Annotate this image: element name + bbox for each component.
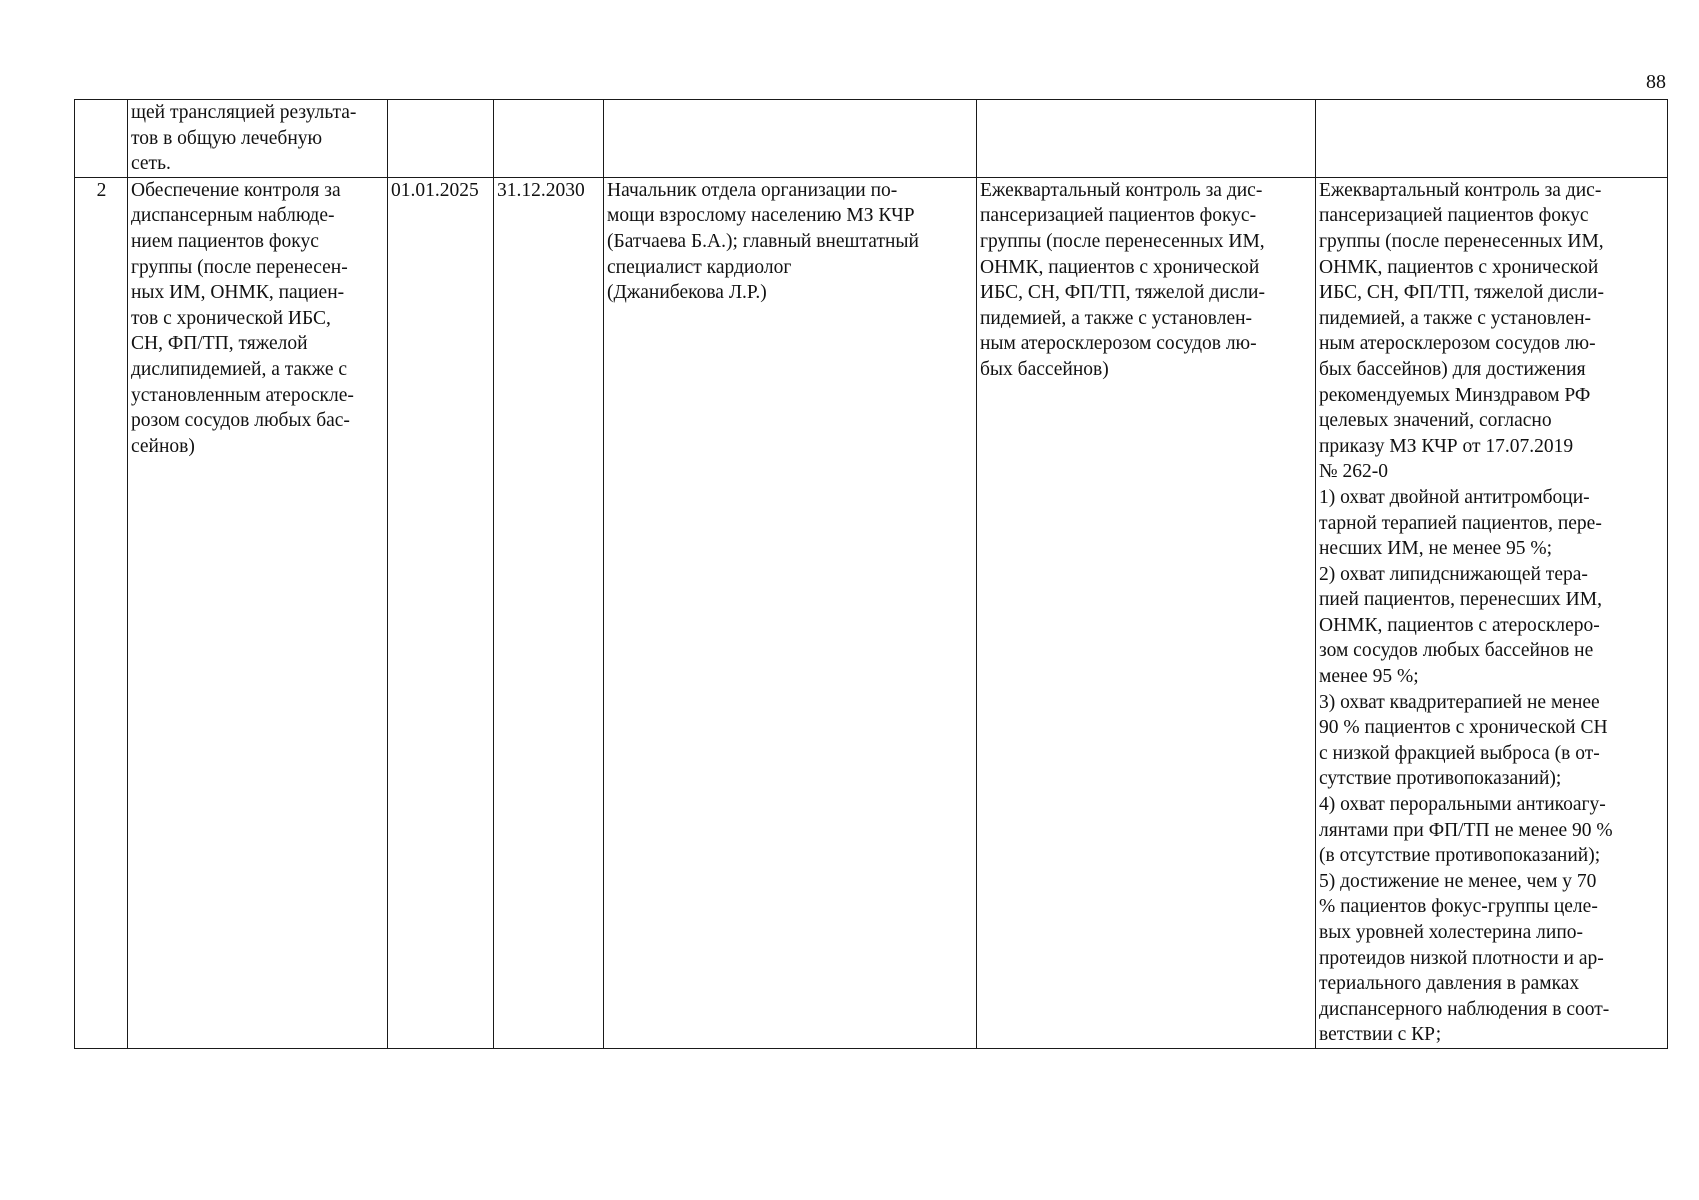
cell-end-date: 31.12.2030 (494, 177, 604, 1048)
result-line: Ежеквартальный контроль за дис- (1319, 179, 1602, 201)
cell-result (1316, 100, 1668, 178)
result-line: пансеризацией пациентов фокус (1319, 205, 1589, 227)
result-line: ветствии с КР; (1319, 1024, 1442, 1046)
result-line: 1) охват двойной антитромбоци- (1319, 486, 1590, 508)
event-line: установленным атероскле- (131, 384, 354, 406)
characteristic-line: пансеризацией пациентов фокус- (980, 205, 1257, 227)
result-line: ОНМК, пациентов с хронической (1319, 256, 1599, 278)
result-line: 5) достижение не менее, чем у 70 (1319, 870, 1597, 892)
result-line: ным атеросклерозом сосудов лю- (1319, 333, 1596, 355)
characteristic-line: ОНМК, пациентов с хронической (980, 256, 1260, 278)
event-line: Обеспечение контроля за (131, 179, 341, 201)
characteristic-line: ным атеросклерозом сосудов лю- (980, 333, 1257, 355)
event-line: дислипидемией, а также с (131, 358, 348, 380)
event-line: розом сосудов любых бас- (131, 410, 350, 432)
cell-characteristic (977, 100, 1316, 178)
result-line: 3) охват квадритерапией не менее (1319, 691, 1600, 713)
responsible-line: специалист кардиолог (607, 256, 792, 278)
event-line: сеть. (131, 153, 171, 175)
event-line: группы (после перенесен- (131, 256, 348, 278)
responsible-line: (Батчаева Б.А.); главный внештатный (607, 230, 919, 252)
event-line: тов с хронической ИБС, (131, 307, 331, 329)
result-line: ОНМК, пациентов с атеросклеро- (1319, 614, 1600, 636)
characteristic-line: группы (после перенесенных ИМ, (980, 230, 1265, 252)
event-line: тов в общую лечебную (131, 127, 323, 149)
page-number: 88 (1646, 71, 1666, 93)
result-line: № 262-0 (1319, 461, 1388, 483)
event-line: щей трансляцией результа- (131, 102, 357, 123)
result-line: менее 95 %; (1319, 666, 1419, 688)
result-line: рекомендуемых Минздравом РФ (1319, 384, 1591, 406)
result-line: пидемией, а также с установлен- (1319, 307, 1592, 329)
result-line: сутствие противопоказаний); (1319, 768, 1562, 790)
table-row-continuation (75, 100, 1668, 178)
result-line: тарной терапией пациентов, пере- (1319, 512, 1602, 534)
result-line: протеидов низкой плотности и ар- (1319, 947, 1604, 969)
result-line: с низкой фракцией выброса (в от- (1319, 742, 1600, 764)
measures-table (74, 99, 1668, 1049)
result-line: целевых значений, согласно (1319, 410, 1552, 432)
responsible-line: мощи взрослому населению МЗ КЧР (607, 205, 915, 227)
result-line: пией пациентов, перенесших ИМ, (1319, 589, 1602, 611)
result-line: ИБС, СН, ФП/ТП, тяжелой дисли- (1319, 282, 1604, 304)
cell-result (1316, 177, 1668, 1048)
result-line: % пациентов фокус-группы целе- (1319, 896, 1598, 918)
cell-responsible (604, 100, 977, 178)
characteristic-line: пидемией, а также с установлен- (980, 307, 1253, 329)
cell-characteristic (977, 177, 1316, 1048)
characteristic-line: бых бассейнов) (980, 358, 1109, 380)
result-line: приказу МЗ КЧР от 17.07.2019 (1319, 435, 1574, 457)
event-line: ных ИМ, ОНМК, пациен- (131, 282, 345, 304)
cell-number: 2 (75, 177, 128, 1048)
table-row-2 (75, 177, 1668, 1048)
result-line: 4) охват пероральными антикоагу- (1319, 794, 1606, 816)
event-line: диспансерным наблюде- (131, 205, 335, 227)
result-line: 2) охват липидснижающей тера- (1319, 563, 1588, 585)
cell-event (128, 100, 388, 178)
characteristic-line: ИБС, СН, ФП/ТП, тяжелой дисли- (980, 282, 1265, 304)
characteristic-line: Ежеквартальный контроль за дис- (980, 179, 1263, 201)
result-line: 90 % пациентов с хронической СН (1319, 717, 1608, 739)
result-line: вых уровней холестерина липо- (1319, 922, 1583, 943)
cell-event (128, 177, 388, 1048)
cell-number (75, 100, 128, 178)
cell-end-date (494, 100, 604, 178)
responsible-line: (Джанибекова Л.Р.) (607, 282, 767, 304)
event-line: нием пациентов фокус (131, 230, 319, 252)
result-line: териального давления в рамках (1319, 973, 1580, 995)
cell-responsible (604, 177, 977, 1048)
cell-start-date: 01.01.2025 (388, 177, 494, 1048)
result-line: группы (после перенесенных ИМ, (1319, 230, 1604, 252)
result-line: диспансерного наблюдения в соот- (1319, 998, 1610, 1020)
result-line: несших ИМ, не менее 95 %; (1319, 538, 1553, 560)
event-line: сейнов) (131, 435, 195, 457)
cell-start-date (388, 100, 494, 178)
result-line: лянтами при ФП/ТП не менее 90 % (1319, 819, 1613, 841)
responsible-line: Начальник отдела организации по- (607, 179, 898, 201)
event-line: СН, ФП/ТП, тяжелой (131, 333, 308, 355)
result-line: (в отсутствие противопоказаний); (1319, 845, 1601, 867)
result-line: бых бассейнов) для достижения (1319, 358, 1586, 380)
result-line: зом сосудов любых бассейнов не (1319, 640, 1594, 662)
